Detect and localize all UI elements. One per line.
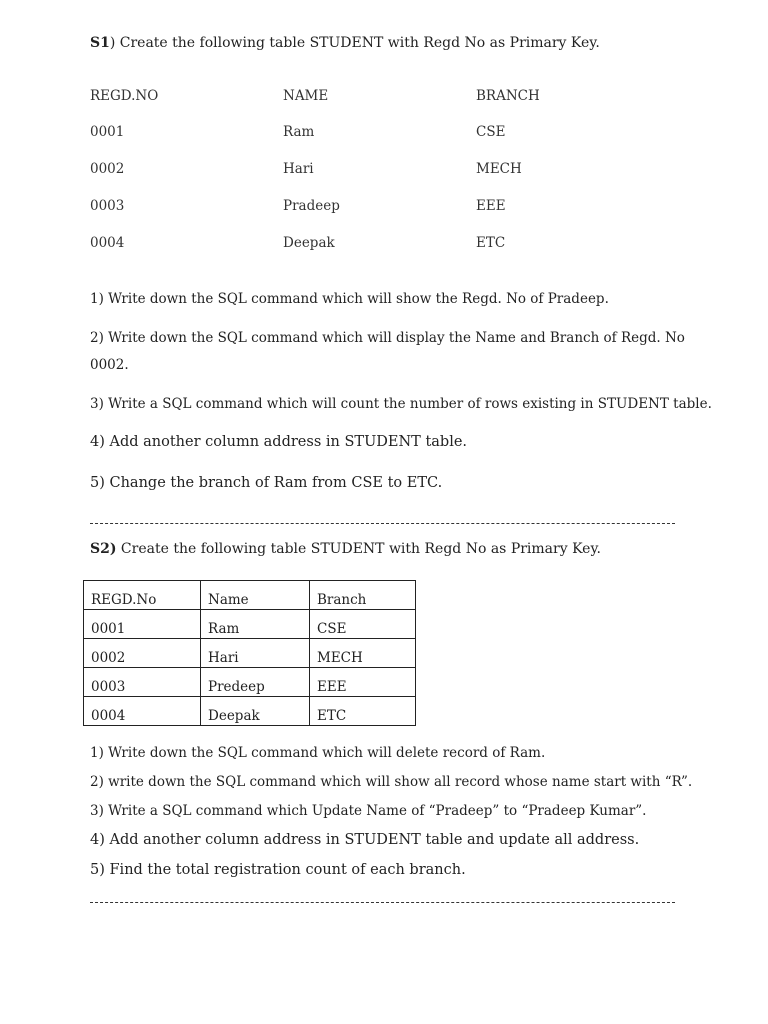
- s1-question-5: 5) Change the branch of Ram from CSE to ETC.: [90, 475, 443, 491]
- s2-question-4: 4) Add another column address in STUDENT table and update all address.: [90, 832, 640, 848]
- s2-question-3: 3) Write a SQL command which Update Name of “Pradeep” to “Pradeep Kumar”.: [90, 803, 647, 819]
- s1-header-branch: BRANCH: [476, 88, 540, 104]
- s2-header-branch: Branch: [310, 581, 416, 610]
- s2-cell: 0004: [84, 697, 201, 726]
- s1-cell: ETC: [476, 235, 506, 251]
- s1-header-regd: REGD.NO: [90, 88, 159, 104]
- s2-cell: 0003: [84, 668, 201, 697]
- s1-cell: 0004: [90, 235, 125, 251]
- s2-cell: Predeep: [201, 668, 310, 697]
- s2-table: [83, 580, 416, 726]
- table-row: [84, 610, 416, 639]
- s2-cell: Deepak: [201, 697, 310, 726]
- s1-question-3: 3) Write a SQL command which will count the number of rows existing in STUDENT table.: [90, 396, 712, 412]
- s1-question-4: 4) Add another column address in STUDENT table.: [90, 434, 468, 450]
- s1-cell: 0001: [90, 124, 125, 140]
- s1-label: S1: [90, 35, 110, 51]
- s1-cell: Pradeep: [283, 198, 340, 214]
- s2-header-name: Name: [201, 581, 310, 610]
- s1-cell: Hari: [283, 161, 314, 177]
- s1-header-name: NAME: [283, 88, 329, 104]
- s1-cell: 0002: [90, 161, 125, 177]
- s2-cell: Ram: [201, 610, 310, 639]
- s2-header-regd: REGD.No: [84, 581, 201, 610]
- section-separator-bottom: [90, 902, 675, 903]
- s1-cell: EEE: [476, 198, 506, 214]
- s1-cell: Ram: [283, 124, 315, 140]
- s1-cell: Deepak: [283, 235, 335, 251]
- table-row: [84, 668, 416, 697]
- s1-heading-text: ) Create the following table STUDENT with Regd No as Primary Key.: [109, 35, 600, 51]
- s1-cell: CSE: [476, 124, 506, 140]
- s1-question-2: 2) Write down the SQL command which will display the Name and Branch of Regd. No: [90, 330, 685, 346]
- s1-question-1: 1) Write down the SQL command which will show the Regd. No of Pradeep.: [90, 291, 609, 307]
- s2-question-5: 5) Find the total registration count of each branch.: [90, 862, 466, 878]
- s2-cell: 0001: [84, 610, 201, 639]
- s2-cell: 0002: [84, 639, 201, 668]
- s2-question-1: 1) Write down the SQL command which will delete record of Ram.: [90, 745, 546, 761]
- s1-heading: [90, 35, 600, 51]
- s1-cell: MECH: [476, 161, 522, 177]
- s2-cell: EEE: [310, 668, 416, 697]
- s2-question-2: 2) write down the SQL command which will show all record whose name start with “R”.: [90, 774, 693, 790]
- s2-heading: [90, 541, 601, 557]
- s2-cell: ETC: [310, 697, 416, 726]
- table-row: [84, 697, 416, 726]
- s2-cell: MECH: [310, 639, 416, 668]
- s2-cell: CSE: [310, 610, 416, 639]
- section-separator: [90, 523, 675, 524]
- s2-label: S2): [90, 541, 117, 557]
- s1-cell: 0003: [90, 198, 125, 214]
- s2-cell: Hari: [201, 639, 310, 668]
- table-row: [84, 639, 416, 668]
- s2-heading-text: Create the following table STUDENT with Regd No as Primary Key.: [116, 541, 601, 557]
- s1-question-2-cont: 0002.: [90, 357, 129, 373]
- table-row: [84, 581, 416, 610]
